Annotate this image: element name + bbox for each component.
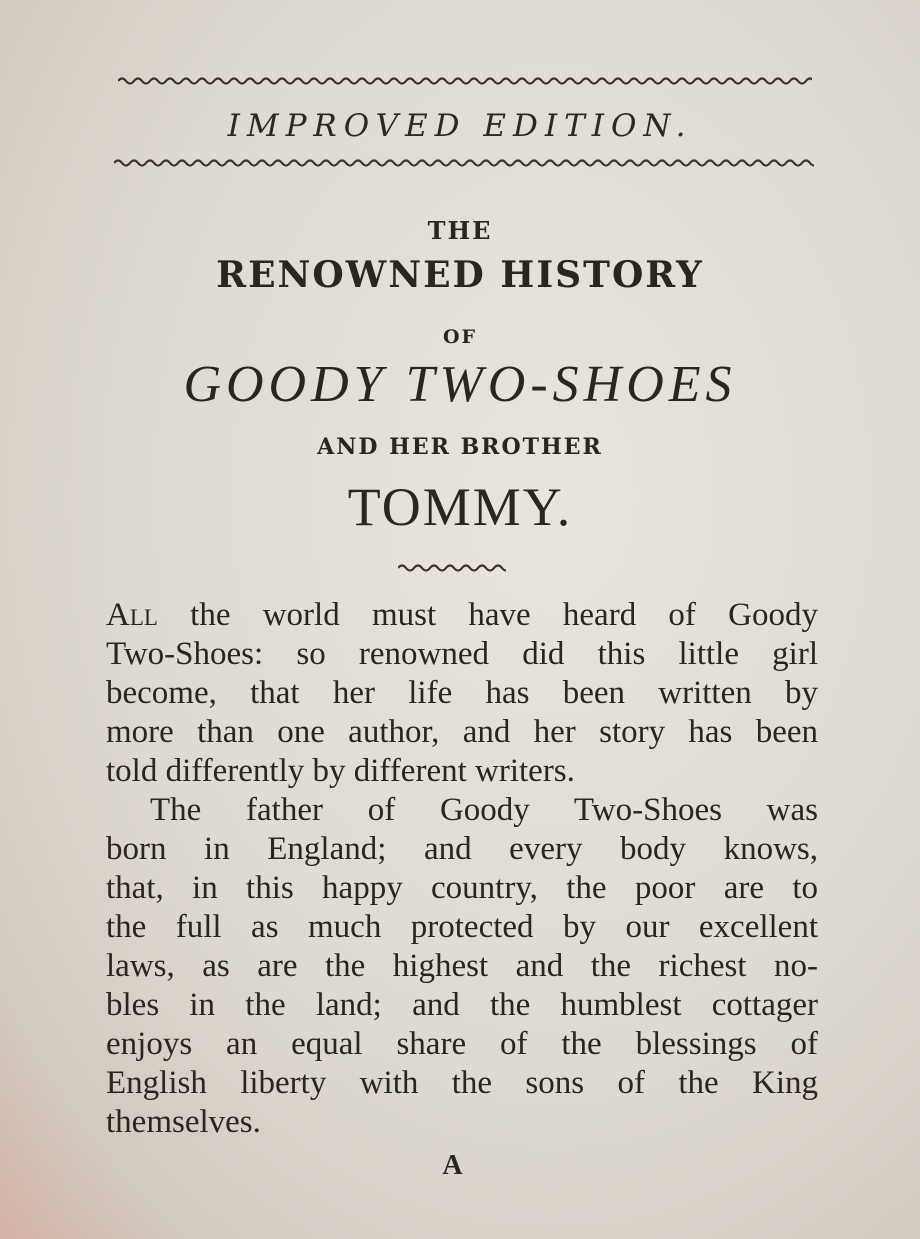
paragraph-line: The father of Goody Two-Shoes was	[150, 792, 818, 828]
paragraph-line: become, that her life has been written by	[106, 675, 818, 711]
paragraph-line: the full as much protected by our excellent	[106, 909, 818, 945]
paragraph-line: laws, as are the highest and the richest no-	[106, 948, 818, 984]
edition-heading: IMPROVED EDITION.	[227, 108, 693, 144]
title-tommy: TOMMY.	[347, 477, 573, 537]
title-goody-two-shoes: GOODY TWO-SHOES	[183, 356, 737, 413]
paragraph-line: themselves.	[106, 1104, 261, 1140]
paragraph-line: Two-Shoes: so renowned did this little girl	[106, 636, 818, 672]
paragraph-line: All the world must have heard of Goody	[106, 597, 818, 633]
title-renowned-history: RENOWNED HISTORY	[216, 254, 704, 296]
paragraph-line: enjoys an equal share of the blessings of	[106, 1026, 818, 1062]
paragraph-1	[106, 596, 818, 791]
title-the: THE	[427, 216, 493, 245]
paragraph-2	[106, 791, 818, 1142]
paragraph-line: bles in the land; and the humblest cottager	[106, 987, 818, 1023]
body-text	[106, 596, 818, 1142]
title-of: OF	[442, 326, 478, 348]
signature-mark: A	[442, 1150, 463, 1181]
top-ornamental-rule	[118, 76, 812, 86]
paragraph-line: born in England; and every body knows,	[106, 831, 818, 867]
paragraph-line: English liberty with the sons of the King	[106, 1065, 818, 1101]
paragraph-line: told differently by different writers.	[106, 753, 575, 789]
title-and-her-brother: AND HER BROTHER	[317, 434, 603, 460]
paragraph-line: that, in this happy country, the poor are to	[106, 870, 818, 906]
short-ornamental-rule	[398, 563, 506, 573]
opening-word: All	[106, 597, 158, 633]
second-ornamental-rule	[114, 158, 814, 168]
paragraph-line: more than one author, and her story has been	[106, 714, 818, 750]
